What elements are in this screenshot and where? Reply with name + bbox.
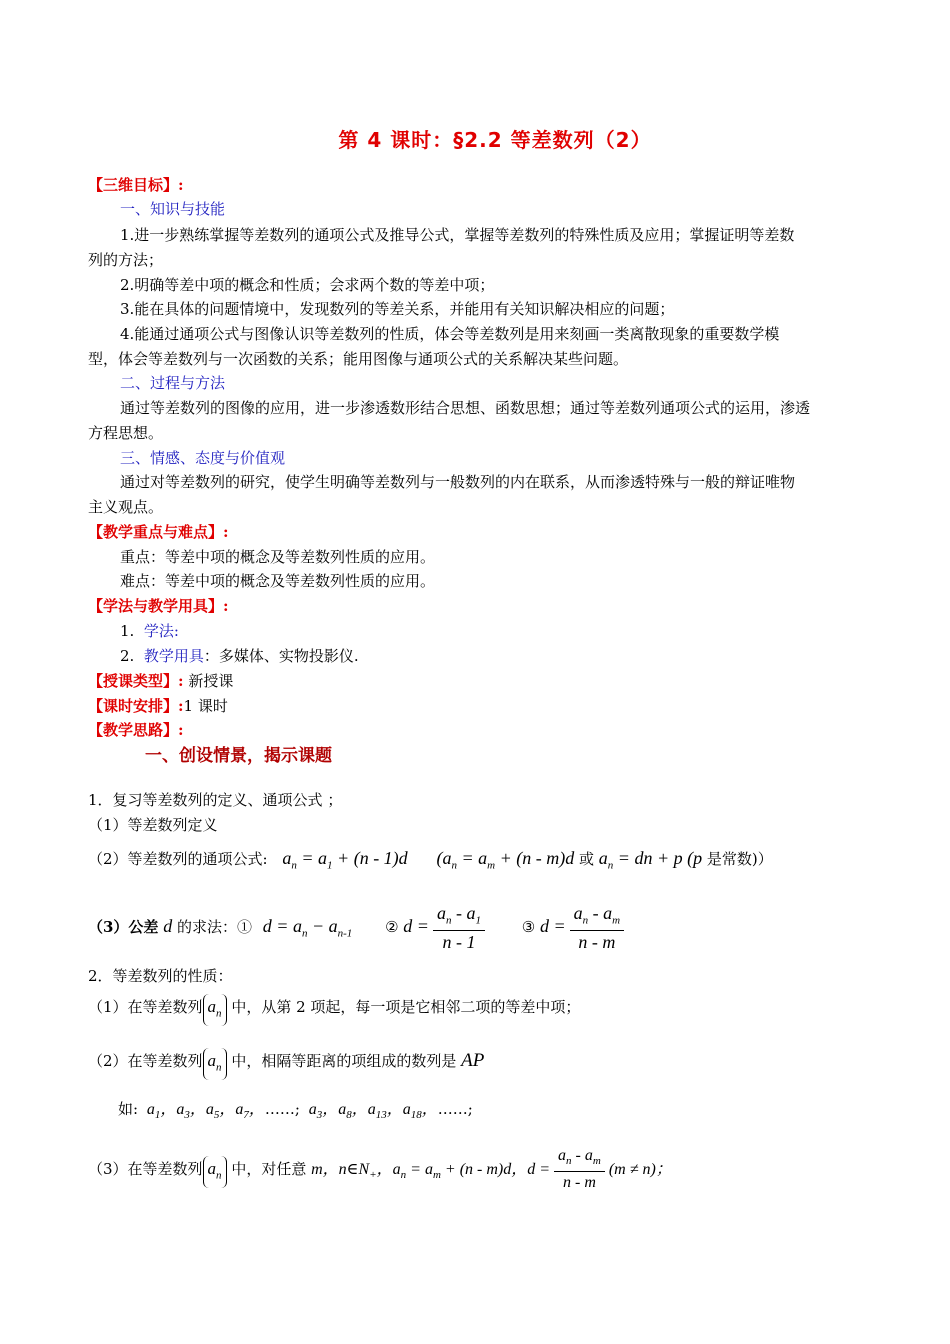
section-tools-heading: 【学法与教学用具】: [88, 597, 229, 615]
property-1 [88, 992, 580, 1026]
property-1-text: 中，从第 2 项起，每一项是它相邻二项的等差中项； [231, 998, 581, 1016]
circle-3: ③ [521, 918, 536, 936]
formula-general-term: $a_n = a_1 + (n - 1)d$ [282, 848, 408, 872]
formula-property-3: m，$n\in N_+$，$a_n = a_m + (n - m)d$，d = $\frac{a_n - a_m}{n - m}$ (m ≠ n)； [311, 1147, 672, 1192]
review-common-difference [88, 902, 628, 958]
review-difference-method: 的求法：① [177, 918, 253, 936]
type-value: 新授课 [188, 672, 234, 690]
tools-item-value: ：多媒体、实物投影仪. [203, 647, 359, 665]
property-2-example: 如: $a_1$，$a_3$，$a_5$，$a_7$，……; $a_3$，$a_8$，$a_{13}$，$a_{18}$，……; [118, 1100, 473, 1122]
goal2-item: 通过等差数列的图像的应用，进一步渗透数形结合思想、函数思想；通过等差数列通项公式的运用，渗透 [120, 399, 811, 417]
constant-note: 是常数)） [706, 850, 773, 868]
review-difference-label: （3）公差 [88, 918, 159, 936]
property-3-text: 中，对任意 [231, 1159, 307, 1178]
goal1-item: 4.能通过通项公式与图像认识等差数列的性质，体会等差数列是用来刻画一类离散现象的重要数学模 [120, 325, 780, 343]
review-title: 1．复习等差数列的定义、通项公式 ； [88, 791, 343, 809]
goal2-item: 方程思想。 [88, 424, 164, 442]
goal3-title: 三、情感、态度与价值观 [120, 449, 286, 467]
goal1-item: 列的方法； [88, 251, 164, 269]
goal3-item: 通过对等差数列的研究，使学生明确等差数列与一般数列的内在联系，从而渗透特殊与一般的辩证唯物 [120, 473, 796, 491]
page-title: 第 4 课时：§2.2 等差数列（2） [338, 128, 652, 152]
or-label: 或 [579, 850, 595, 868]
circle-2: ② [385, 918, 399, 936]
section-type-heading: 【授课类型】: [88, 672, 184, 690]
section-idea-heading: 【教学思路】: [88, 721, 184, 739]
section-time-heading: 【课时安排】: [88, 697, 184, 715]
variable-d: d [163, 916, 173, 936]
ellipsis: …… [264, 1100, 295, 1118]
sequence-an: $a_n$ [203, 994, 227, 1026]
review-general-term [88, 843, 773, 881]
tools-item-number: 1. [120, 622, 135, 640]
formula-d-1: $d = a_n - a_{n-1}$ [262, 916, 353, 940]
time-row [88, 696, 228, 716]
tools-item-number: 2. [120, 647, 135, 665]
tools-item-label: 教学用具 [143, 647, 204, 665]
property-2-prefix: （2）在等差数列 [88, 1052, 203, 1070]
property-2 [88, 1046, 484, 1080]
property-1-prefix: （1）在等差数列 [88, 998, 203, 1016]
property-3 [88, 1146, 672, 1194]
example-label: 如: [118, 1100, 139, 1118]
properties-title: 2．等差数列的性质： [88, 967, 233, 985]
time-value: 1 课时 [183, 697, 228, 715]
example-sequence-2: $a_3$，$a_8$，$a_{13}$，$a_{18}$， [304, 1101, 438, 1122]
example-sequence-1: $a_1$，$a_3$，$a_5$，$a_7$， [142, 1101, 265, 1122]
tools-item-2 [120, 646, 359, 666]
goal1-item: 1.进一步熟练掌握等差数列的通项公式及推导公式，掌握等差数列的特殊性质及应用；掌握证明等差数 [120, 226, 795, 244]
property-3-prefix: （3）在等差数列 [88, 1159, 203, 1178]
ap-symbol: AP [461, 1050, 485, 1071]
goal1-item: 3.能在具体的问题情境中，发现数列的等差关系，并能用有关知识解决相应的问题； [120, 300, 675, 318]
goal1-item: 型，体会等差数列与一次函数的关系；能用图像与通项公式的关系解决某些问题。 [88, 350, 629, 368]
key-point: 重点：等差中项的概念及等差数列性质的应用。 [120, 548, 436, 566]
tools-item-1 [120, 621, 179, 641]
section-goals-heading: 【三维目标】: [88, 176, 184, 194]
goal1-item: 2.明确等差中项的概念和性质；会求两个数的等差中项； [120, 276, 495, 294]
formula-d-3: d = $\frac{a_n - a_m}{n - m}$ [540, 916, 628, 936]
goal1-title: 一、知识与技能 [120, 200, 226, 218]
sequence-an: $a_n$ [203, 1048, 227, 1080]
review-definition: （1）等差数列定义 [88, 816, 218, 834]
part1-title: 一、创设情景，揭示课题 [145, 746, 332, 766]
ellipsis: …… [437, 1100, 468, 1118]
tools-item-label: 学法: [143, 622, 179, 640]
formula-linear: $a_n$ = dn + p (p [598, 848, 703, 872]
property-2-text: 中，相隔等距离的项组成的数列是 [231, 1052, 457, 1070]
sequence-an: $a_n$ [203, 1156, 227, 1188]
goal2-title: 二、过程与方法 [120, 374, 226, 392]
review-general-term-label: （2）等差数列的通项公式: [88, 850, 268, 868]
goal3-item: 主义观点。 [88, 498, 164, 516]
formula-general-term-m: ($a_n = a_m + (n - m)d$ [436, 848, 575, 872]
formula-d-2: d = $\frac{a_n - a_1}{n - 1}$ [403, 916, 489, 936]
hard-point: 难点：等差中项的概念及等差数列性质的应用。 [120, 572, 436, 590]
type-row [88, 671, 233, 691]
section-key-heading: 【教学重点与难点】: [88, 523, 229, 541]
